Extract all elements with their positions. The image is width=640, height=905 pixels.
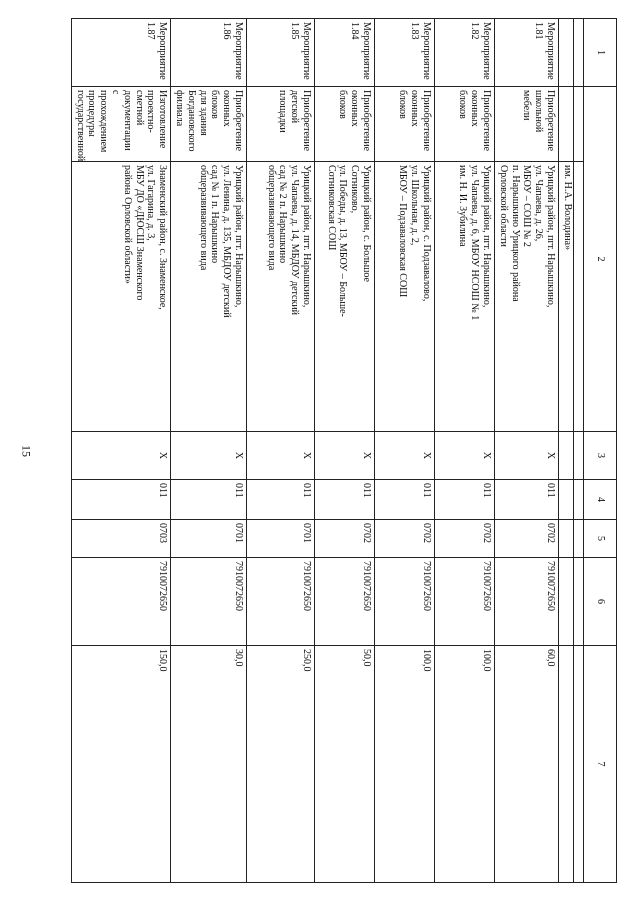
measure-id-cell: Мероприятие 1.82 (435, 19, 495, 87)
column-7-cell: 30,0 (171, 646, 247, 883)
column-5-cell: 0701 (171, 520, 247, 558)
spacer-cell (574, 520, 584, 558)
column-6-cell: 7910072650 (495, 558, 559, 646)
column-3-cell: Х (247, 432, 315, 480)
rotated-table-sheet (74, 18, 617, 882)
continuation-cell (559, 558, 574, 646)
column-3-cell: Х (495, 432, 559, 480)
spacer-cell (574, 558, 584, 646)
column-7-cell: 60,0 (495, 646, 559, 883)
column-header-4: 4 (584, 480, 617, 520)
column-5-cell: 0702 (435, 520, 495, 558)
measure-name-cell: Приобретение оконных блоков (375, 87, 435, 162)
column-4-cell: 011 (171, 480, 247, 520)
rotated-table-wrapper (74, 18, 617, 882)
column-7-cell: 100,0 (435, 646, 495, 883)
column-4-cell: 011 (71, 480, 170, 520)
continuation-cell (559, 480, 574, 520)
table-row (495, 19, 559, 883)
continuation-cell (559, 87, 574, 162)
column-6-cell: 7910072650 (71, 558, 170, 646)
column-5-cell: 0702 (375, 520, 435, 558)
measure-name-cell: Изготовление проектно-сметной документации с прохождением процедуры государственной (71, 87, 170, 162)
measure-id-cell: Мероприятие 1.86 (171, 19, 247, 87)
measure-address-cell: Урицкий район, пгт. Нарышкино, ул. Чапаева, д. 14, МБДОУ детский сад № 2 п. Нарышкино общеразвивающего вида (247, 162, 315, 432)
column-header-2: 2 (584, 87, 617, 432)
column-5-cell: 0701 (247, 520, 315, 558)
column-6-cell: 7910072650 (435, 558, 495, 646)
measure-address-cell: Урицкий район, пгт. Нарышкино, ул. Чапаева, д. 26, МБОУ – СОШ № 2 п. Нарышкино Урицкого района Орловской области (495, 162, 559, 432)
measure-address-cell: Урицкий район, пгт. Нарышкино, ул. Ленина, д. 135, МБДОУ детский сад № 1 п. Нарышкино общеразвивающего вида (171, 162, 247, 432)
column-4-cell: 011 (247, 480, 315, 520)
spacer-cell (574, 19, 584, 87)
column-7-cell: 150,0 (71, 646, 170, 883)
table-row (315, 19, 375, 883)
column-7-cell: 50,0 (315, 646, 375, 883)
column-header-3: 3 (584, 432, 617, 480)
measure-name-cell: Приобретение оконных блоков для здания Богдановского филиала (171, 87, 247, 162)
table-row (435, 19, 495, 883)
column-4-cell: 011 (495, 480, 559, 520)
column-header-1: 1 (584, 19, 617, 87)
measure-name-cell: Приобретение оконных блоков (435, 87, 495, 162)
column-3-cell: Х (171, 432, 247, 480)
measure-address-cell: Урицкий район, с. Подзавалово, ул. Школьная, д. 2, МБОУ – Подзаваловская СОШ (375, 162, 435, 432)
measure-id-cell: Мероприятие 1.87 (71, 19, 170, 87)
spacer-cell (574, 480, 584, 520)
table-row (375, 19, 435, 883)
continuation-cell (559, 432, 574, 480)
measure-id-cell: Мероприятие 1.85 (247, 19, 315, 87)
measure-id-cell: Мероприятие 1.83 (375, 19, 435, 87)
column-6-cell: 7910072650 (375, 558, 435, 646)
measure-id-cell: Мероприятие 1.81 (495, 19, 559, 87)
column-4-cell: 011 (315, 480, 375, 520)
page-number: 15 (19, 445, 34, 457)
measure-id-cell: Мероприятие 1.84 (315, 19, 375, 87)
continuation-cell (559, 19, 574, 87)
spacer-row (574, 19, 584, 883)
spacer-cell (574, 87, 584, 162)
continuation-cell (559, 646, 574, 883)
measure-name-cell: Приобретение школьной мебели (495, 87, 559, 162)
continuation-cell (559, 520, 574, 558)
continuation-address: им. Н.А. Володина» (559, 162, 574, 432)
column-6-cell: 7910072650 (247, 558, 315, 646)
column-header-5: 5 (584, 520, 617, 558)
measure-address-cell: Урицкий район, с. Большое Сотниково, ул. Победы, д. 13, МБОУ – Больше- Сотниковская СОШ (315, 162, 375, 432)
column-5-cell: 0702 (495, 520, 559, 558)
column-3-cell: Х (315, 432, 375, 480)
column-7-cell: 100,0 (375, 646, 435, 883)
column-6-cell: 7910072650 (315, 558, 375, 646)
column-4-cell: 011 (435, 480, 495, 520)
column-3-cell: Х (435, 432, 495, 480)
spacer-cell (574, 432, 584, 480)
budget-measures-table (71, 18, 617, 883)
column-7-cell: 250,0 (247, 646, 315, 883)
measure-address-cell: Знаменский район, с. Знаменское, ул. Гагарина, д. 3, МБУ ДО «ДЮСШ Знаменского района Орловской области» (71, 162, 170, 432)
column-4-cell: 011 (375, 480, 435, 520)
column-5-cell: 0702 (315, 520, 375, 558)
column-6-cell: 7910072650 (171, 558, 247, 646)
spacer-cell (574, 162, 584, 432)
table-row (247, 19, 315, 883)
table-row (71, 19, 170, 883)
table-row (171, 19, 247, 883)
header-row (584, 19, 617, 883)
spacer-cell (574, 646, 584, 883)
column-header-6: 6 (584, 558, 617, 646)
column-header-7: 7 (584, 646, 617, 883)
measure-address-cell: Урицкий район, пгт. Нарышкино, ул. Чапаева, д. 6, МБОУ НСОШ № 1 им. Н. И. Зубилина (435, 162, 495, 432)
continuation-row (559, 19, 574, 883)
column-3-cell: Х (71, 432, 170, 480)
measure-name-cell: Приобретение детской площадки (247, 87, 315, 162)
column-3-cell: Х (375, 432, 435, 480)
measure-name-cell: Приобретение оконных блоков (315, 87, 375, 162)
column-5-cell: 0703 (71, 520, 170, 558)
